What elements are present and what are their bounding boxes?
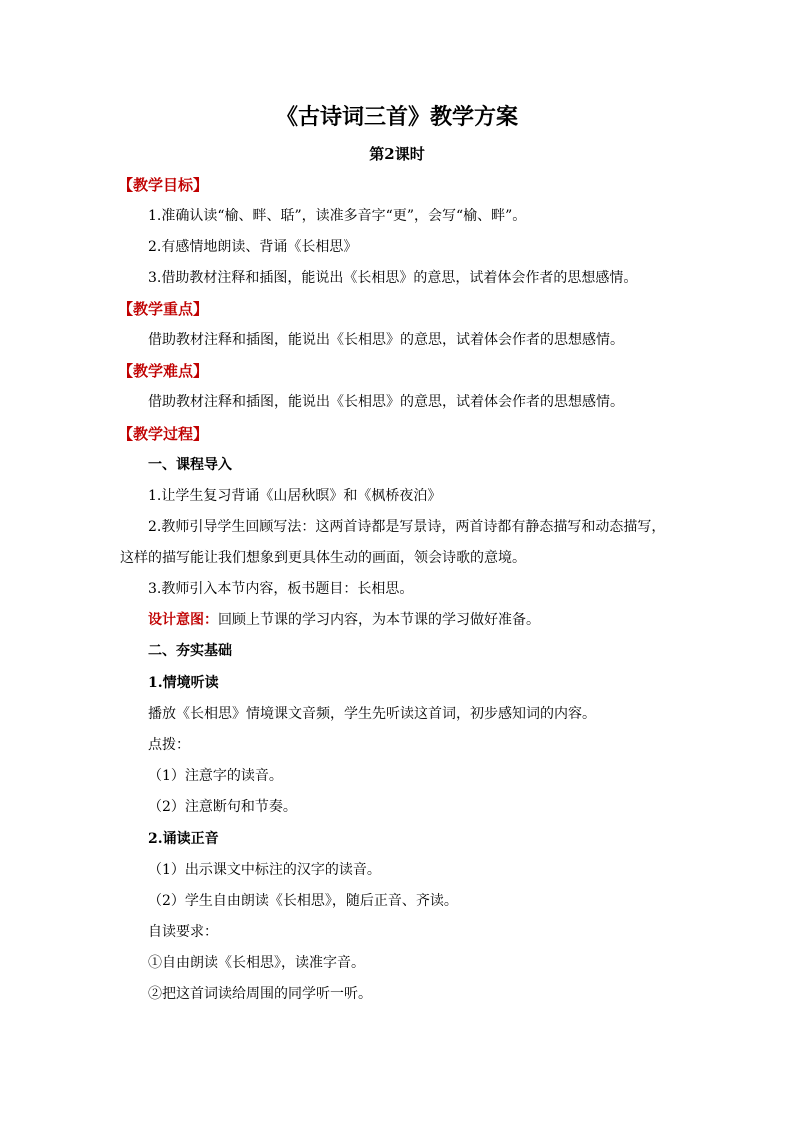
part1-item: 这样的描写能让我们想象到更具体生动的画面，领会诗歌的意境。 [120, 550, 526, 566]
goal-item: 1.准确认读“榆、畔、聒”，读准多音字“更”，会写“榆、畔”。 [148, 208, 527, 224]
process-heading: 【教学过程】 [118, 425, 209, 443]
part2-title: 二、夯实基础 [148, 643, 232, 659]
step2-title: 2.诵读正音 [148, 831, 219, 847]
document-title: 《古诗词三首》教学方案 [275, 104, 518, 130]
step2-req-label: 自读要求： [148, 924, 218, 940]
step1-text: 播放《长相思》情境课文音频，学生先听读这首词，初步感知词的内容。 [148, 706, 596, 722]
step2-req: ①自由朗读《长相思》，读准字音。 [148, 955, 365, 971]
step1-tip-label: 点拨： [148, 737, 190, 753]
part1-item: 1.让学生复习背诵《山居秋暝》和《枫桥夜泊》 [148, 488, 442, 504]
goal-item: 3.借助教材注释和插图，能说出《长相思》的意思，试着体会作者的思想感情。 [148, 270, 638, 286]
key-heading: 【教学重点】 [118, 300, 209, 318]
lesson-subtitle: 第2课时 [369, 145, 425, 163]
design-intent-text: 回顾上节课的学习内容，为本节课的学习做好准备。 [218, 612, 540, 628]
part1-item: 3.教师引入本节内容，板书题目：长相思。 [148, 581, 414, 597]
step1-tip: （1）注意字的读音。 [148, 768, 283, 784]
key-text: 借助教材注释和插图，能说出《长相思》的意思，试着体会作者的思想感情。 [148, 332, 624, 348]
goals-heading: 【教学目标】 [118, 176, 209, 194]
step2-item: （2）学生自由朗读《长相思》，随后正音、齐读。 [148, 893, 458, 909]
difficulty-text: 借助教材注释和插图，能说出《长相思》的意思，试着体会作者的思想感情。 [148, 394, 624, 410]
step1-title: 1.情境听读 [148, 675, 219, 691]
part1-item: 2.教师引导学生回顾写法：这两首诗都是写景诗，两首诗都有静态描写和动态描写， [148, 519, 666, 535]
difficulty-heading: 【教学难点】 [118, 362, 209, 380]
design-intent [148, 610, 708, 630]
step2-item: （1）出示课文中标注的汉字的读音。 [148, 862, 381, 878]
part1-title: 一、课程导入 [148, 457, 232, 473]
goal-item: 2.有感情地朗读、背诵《长相思》 [148, 239, 358, 255]
design-intent-label: 设计意图： [148, 612, 218, 628]
step1-tip: （2）注意断句和节奏。 [148, 799, 297, 815]
step2-req: ②把这首词读给周围的同学听一听。 [148, 986, 372, 1002]
